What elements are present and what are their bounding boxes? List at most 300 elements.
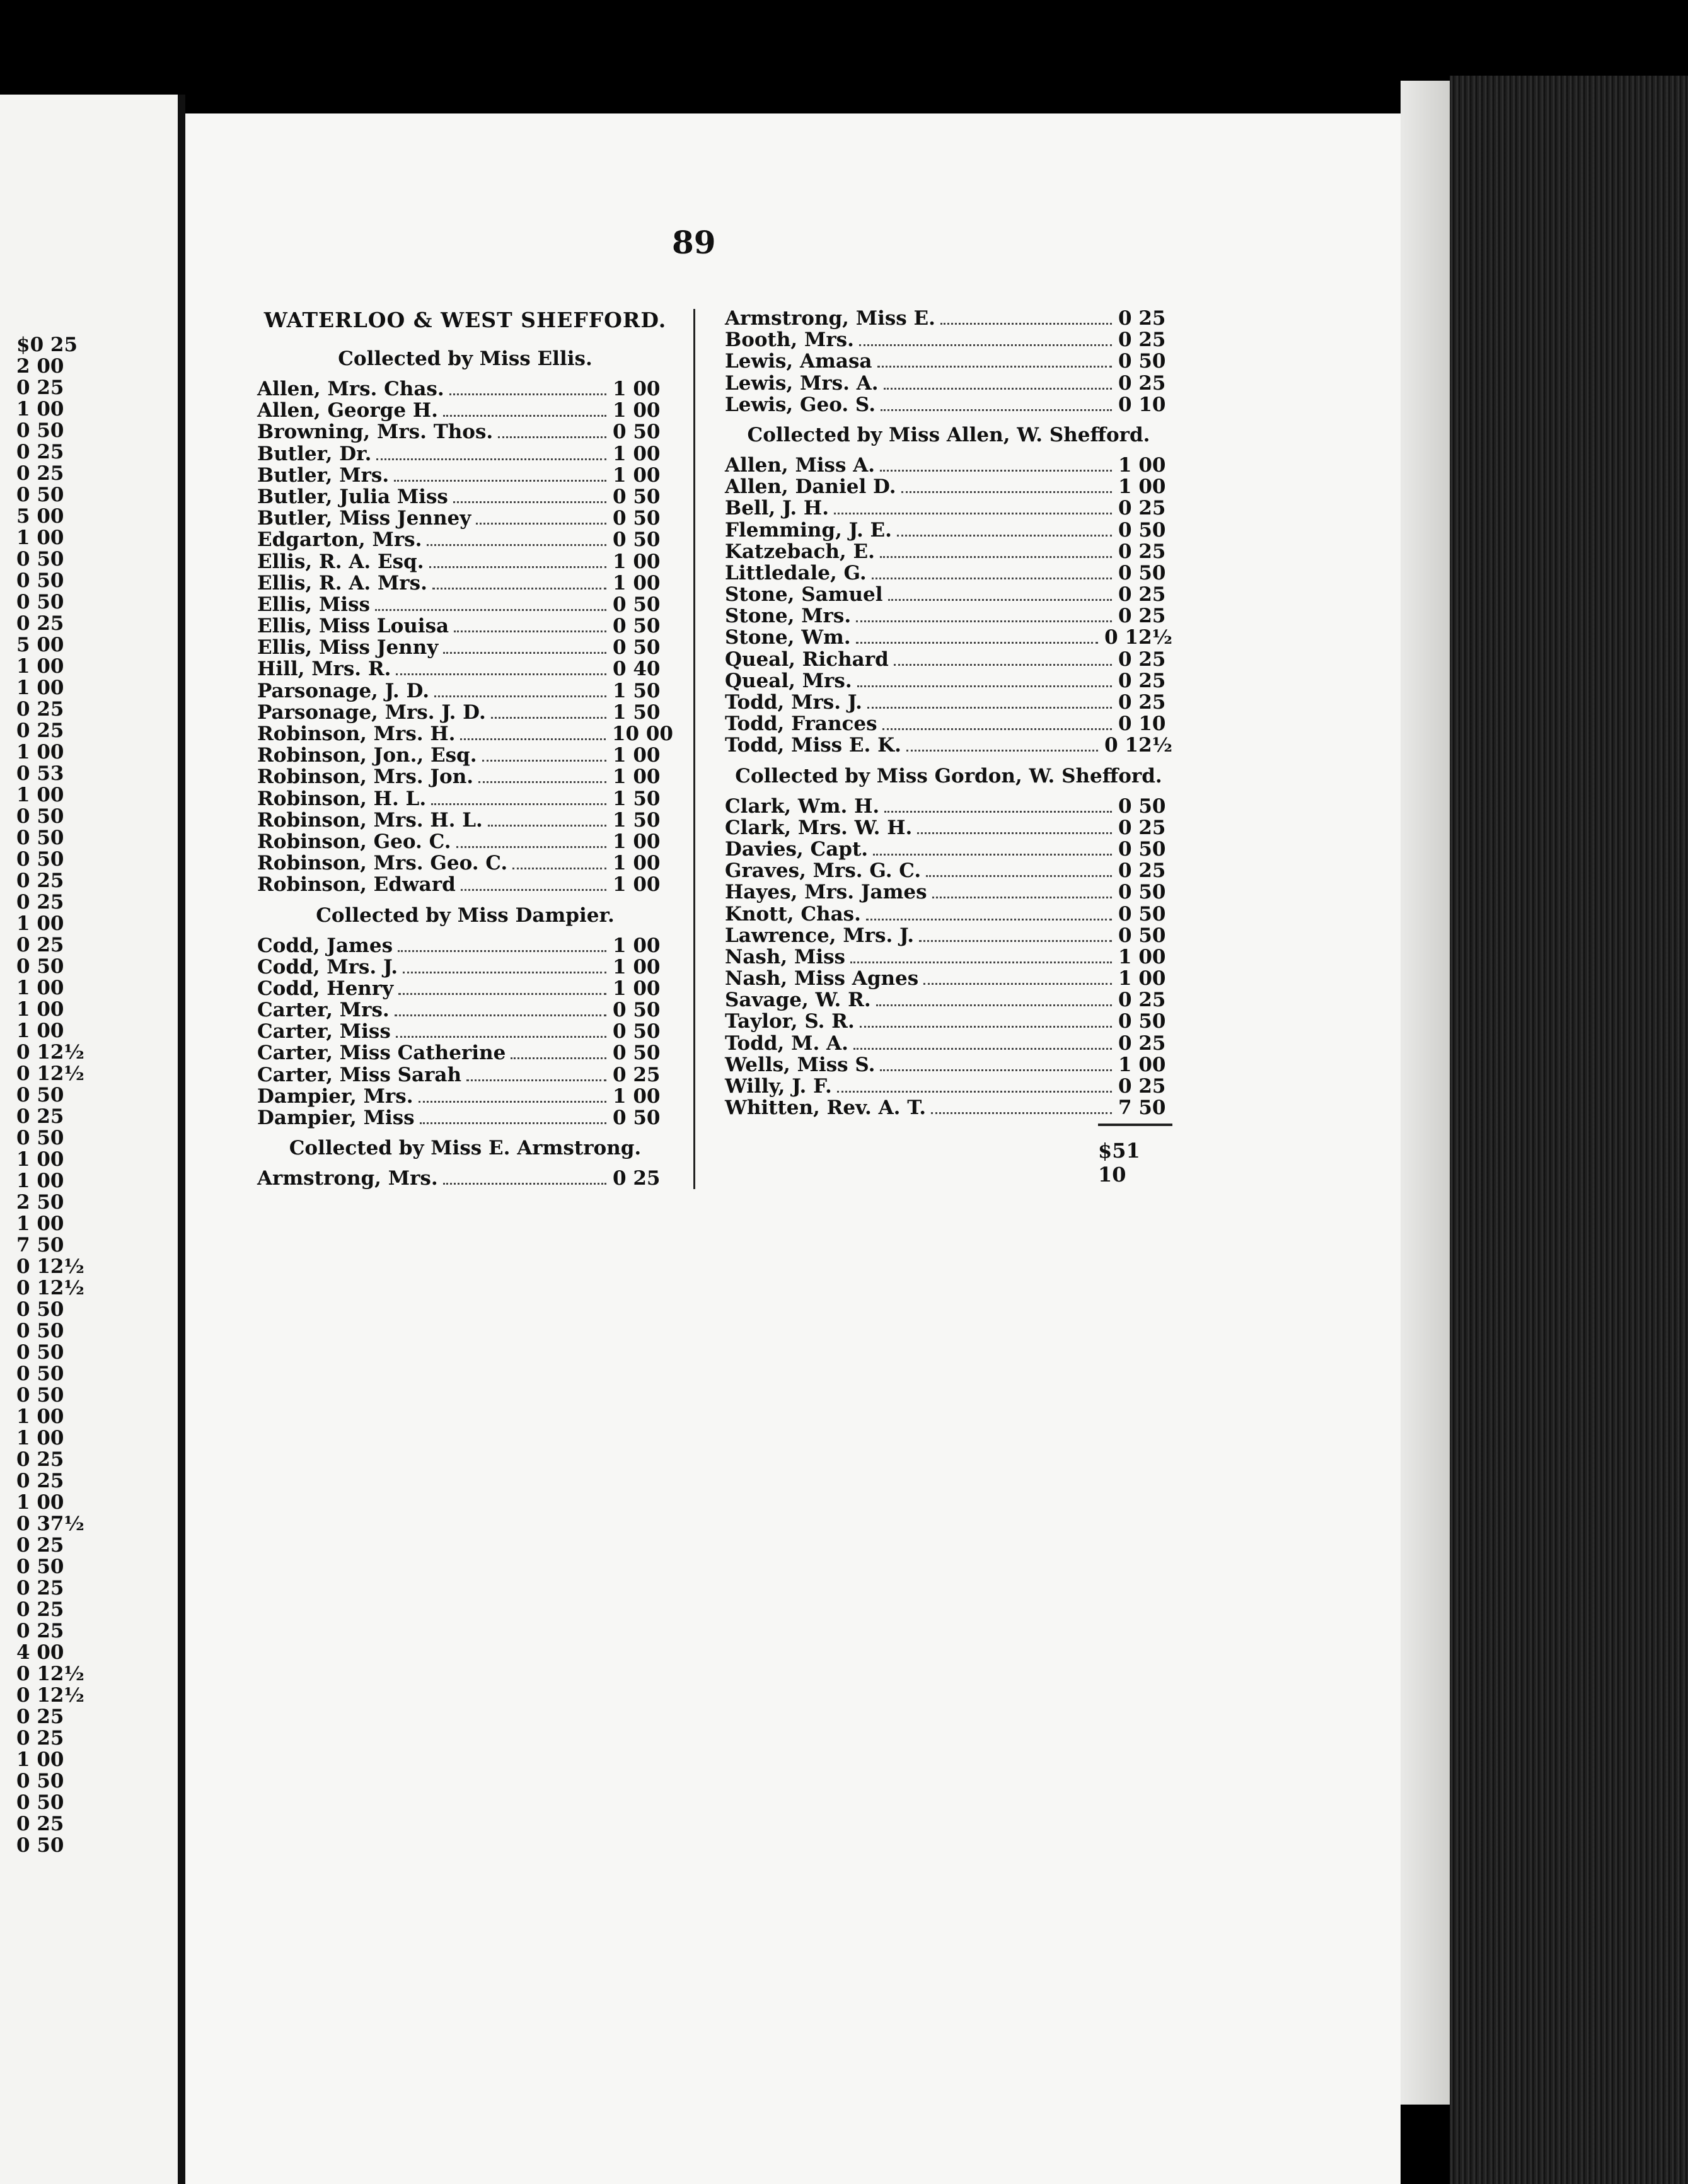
previous-page-amount: 0 12½ — [16, 1041, 84, 1064]
collector-heading: Collected by Miss Dampier. — [316, 903, 615, 927]
dot-leader — [453, 501, 606, 503]
amount: 0 25 — [1118, 648, 1166, 671]
subscriber-name: Robinson, Mrs. Jon. — [257, 765, 474, 789]
left-column — [257, 301, 673, 1189]
list-item — [725, 903, 1172, 925]
subscriber-name: Codd, Mrs. J. — [257, 955, 398, 979]
list-item — [725, 476, 1172, 497]
subscriber-name: Clark, Mrs. W. H. — [725, 816, 913, 839]
previous-page-amount: 0 12½ — [16, 1062, 84, 1085]
previous-page-amount: 0 25 — [16, 441, 64, 463]
amount: 1 00 — [613, 399, 661, 422]
amount: 0 25 — [1118, 497, 1166, 520]
amount: 0 50 — [1118, 518, 1166, 542]
previous-page-amount: 1 00 — [16, 1491, 64, 1514]
subscriber-name: Carter, Miss Sarah — [257, 1063, 462, 1086]
dot-leader — [443, 1183, 606, 1185]
collector-heading: Collected by Miss Allen, W. Shefford. — [747, 423, 1150, 446]
list-item — [257, 702, 673, 723]
previous-page-amount: 0 50 — [16, 848, 64, 871]
previous-page-amount: 0 25 — [16, 1534, 64, 1557]
list-item — [257, 978, 673, 999]
dot-leader — [478, 781, 606, 783]
dot-leader — [894, 664, 1112, 666]
dot-leader — [482, 760, 607, 762]
subscriber-name: Allen, Mrs. Chas. — [257, 378, 444, 400]
previous-page-amount: 0 25 — [16, 376, 64, 399]
previous-page-amount: 1 00 — [16, 677, 64, 699]
subscriber-name: Robinson, Geo. C. — [257, 830, 451, 853]
subscriber-name: Hayes, Mrs. James — [725, 881, 927, 904]
collector-heading: Collected by Miss E. Armstrong. — [289, 1137, 642, 1160]
previous-page-amount: 0 25 — [16, 1598, 64, 1621]
dot-leader — [456, 846, 606, 848]
previous-page-amount: 1 00 — [16, 1019, 64, 1042]
list-item — [257, 810, 673, 831]
list-item — [257, 486, 673, 508]
total-row — [725, 1124, 1172, 1187]
previous-page-amount: 0 25 — [16, 1620, 64, 1642]
dot-leader — [884, 388, 1112, 390]
list-item — [725, 497, 1172, 519]
amount: 0 12½ — [1104, 626, 1172, 649]
dot-leader — [880, 556, 1112, 558]
amount: 0 25 — [613, 1063, 661, 1086]
previous-page-amount: 0 50 — [16, 955, 64, 978]
dot-leader — [454, 630, 606, 632]
dot-leader — [850, 961, 1112, 963]
amount: 1 00 — [613, 830, 661, 853]
amount: 0 25 — [1118, 307, 1166, 330]
column-divider — [693, 309, 695, 1189]
dot-leader — [396, 673, 606, 675]
subscriber-name: Butler, Dr. — [257, 442, 372, 465]
subscriber-name: Flemming, J. E. — [725, 518, 892, 542]
amount: 0 25 — [1118, 1031, 1166, 1055]
previous-page-amount: 1 00 — [16, 741, 64, 764]
previous-page-amount: 2 00 — [16, 355, 64, 378]
amount: 0 50 — [1118, 794, 1166, 818]
previous-page — [0, 95, 178, 2184]
list-item — [257, 1021, 673, 1042]
list-item — [257, 465, 673, 486]
previous-page-amount: 0 50 — [16, 1298, 64, 1321]
dot-leader — [876, 1004, 1112, 1006]
previous-page-amount: 0 50 — [16, 1320, 64, 1342]
dot-leader — [872, 578, 1112, 579]
subscriber-name: Browning, Mrs. Thos. — [257, 421, 494, 444]
subscriber-name: Ellis, R. A. Mrs. — [257, 571, 427, 595]
left-sections — [257, 339, 673, 1189]
dot-leader — [476, 523, 606, 525]
list-item — [725, 1011, 1172, 1032]
subscriber-name: Clark, Wm. H. — [725, 794, 880, 818]
previous-page-amount: 0 50 — [16, 1084, 64, 1107]
amount: 0 50 — [613, 999, 661, 1022]
list-item — [725, 713, 1172, 735]
grand-total: $51 10 — [1098, 1124, 1172, 1187]
amount: 0 10 — [1118, 712, 1166, 736]
dot-leader — [926, 875, 1112, 877]
collector-heading: Collected by Miss Gordon, W. Shefford. — [735, 764, 1162, 787]
amount: 0 25 — [1118, 1075, 1166, 1098]
amount: 1 00 — [1118, 475, 1166, 499]
subscriber-name: Nash, Miss — [725, 945, 845, 968]
amount: 1 00 — [1118, 453, 1166, 477]
previous-page-amount: 0 25 — [16, 719, 64, 742]
dot-leader — [857, 685, 1112, 687]
subscriber-name: Butler, Miss Jenney — [257, 507, 471, 530]
dot-leader — [877, 366, 1113, 368]
list-item — [257, 637, 673, 658]
previous-page-amount: 0 12½ — [16, 1663, 84, 1685]
dot-leader — [901, 491, 1112, 493]
subscriber-name: Butler, Mrs. — [257, 463, 390, 487]
list-item — [257, 421, 673, 443]
subscriber-name: Allen, George H. — [257, 399, 438, 422]
subscriber-name: Graves, Mrs. G. C. — [725, 859, 922, 883]
amount: 1 50 — [613, 808, 661, 832]
list-item — [257, 1107, 673, 1129]
amount: 1 00 — [613, 955, 661, 979]
dot-leader — [919, 940, 1112, 942]
list-item — [257, 745, 673, 766]
list-item — [725, 946, 1172, 968]
subscriber-name: Knott, Chas. — [725, 902, 861, 926]
amount: 0 25 — [1118, 989, 1166, 1012]
list-item — [725, 649, 1172, 670]
subscriber-name: Davies, Capt. — [725, 837, 869, 861]
list-item — [725, 735, 1172, 756]
dot-leader — [860, 1026, 1112, 1028]
amount: 0 40 — [613, 658, 661, 681]
dot-leader — [867, 707, 1112, 709]
list-item — [725, 670, 1172, 692]
amount: 1 00 — [613, 977, 661, 1000]
list-item — [725, 881, 1172, 903]
dot-leader — [856, 620, 1112, 622]
previous-page-amount: 0 50 — [16, 484, 64, 506]
dot-leader — [420, 1122, 606, 1124]
amount: 1 00 — [613, 442, 661, 465]
amount: 1 00 — [1118, 945, 1166, 968]
subscriber-name: Lewis, Amasa — [725, 350, 872, 373]
list-item — [725, 1097, 1172, 1118]
previous-page-amount: 0 25 — [16, 1727, 64, 1750]
amount: 0 50 — [1118, 924, 1166, 947]
subscriber-name: Dampier, Miss — [257, 1107, 415, 1129]
dot-leader — [837, 1091, 1112, 1093]
list-item — [725, 860, 1172, 881]
subscriber-name: Codd, Henry — [257, 977, 394, 1000]
continued-entries — [725, 308, 1172, 415]
dot-leader — [923, 983, 1112, 985]
list-item — [725, 455, 1172, 476]
subscriber-name: Todd, Mrs. J. — [725, 691, 862, 714]
amount: 1 00 — [613, 571, 661, 595]
list-item — [257, 443, 673, 465]
amount: 1 00 — [613, 873, 661, 897]
list-item — [725, 308, 1172, 329]
amount: 0 50 — [1118, 350, 1166, 373]
list-item — [257, 831, 673, 852]
amount: 0 50 — [1118, 561, 1166, 584]
list-item — [257, 788, 673, 810]
right-sections — [725, 415, 1172, 1118]
list-item — [257, 1086, 673, 1107]
subscriber-name: Queal, Richard — [725, 648, 889, 671]
amount: 0 50 — [613, 1042, 661, 1065]
amount: 1 00 — [613, 852, 661, 875]
previous-page-amount: 0 50 — [16, 1127, 64, 1149]
subscriber-name: Codd, James — [257, 934, 393, 957]
dot-leader — [931, 1112, 1112, 1114]
dot-leader — [434, 695, 606, 697]
list-item — [257, 1042, 673, 1064]
list-item — [725, 541, 1172, 562]
subscriber-name: Robinson, H. L. — [257, 787, 427, 810]
dot-leader — [396, 1036, 606, 1038]
previous-page-amount: 0 25 — [16, 869, 64, 892]
subscriber-name: Robinson, Mrs. Geo. C. — [257, 852, 508, 875]
dot-leader — [394, 480, 606, 482]
list-item — [725, 520, 1172, 541]
amount: 0 50 — [613, 421, 661, 444]
amount: 1 00 — [613, 744, 661, 767]
amount: 0 10 — [1118, 393, 1166, 416]
list-item — [257, 615, 673, 637]
subscriber-name: Carter, Miss Catherine — [257, 1042, 506, 1065]
dot-leader — [512, 868, 606, 869]
subscriber-name: Allen, Miss A. — [725, 453, 876, 477]
previous-page-amount: 1 00 — [16, 526, 64, 549]
subscriber-name: Ellis, R. A. Esq. — [257, 550, 424, 573]
previous-page-amount: 7 50 — [16, 1234, 64, 1257]
subscriber-name: Allen, Daniel D. — [725, 475, 896, 499]
amount: 1 00 — [1118, 1053, 1166, 1076]
subscriber-name: Bell, J. H. — [725, 497, 829, 520]
subscriber-name: Dampier, Mrs. — [257, 1084, 413, 1108]
previous-page-amount: 0 50 — [16, 419, 64, 442]
dot-leader — [466, 1079, 606, 1081]
list-item — [257, 874, 673, 895]
amount: 0 25 — [1118, 371, 1166, 395]
amount: 1 00 — [613, 765, 661, 789]
page-stack-edge — [1401, 81, 1450, 2105]
list-item — [257, 572, 673, 594]
dot-leader — [419, 1101, 606, 1103]
previous-page-amount: 1 00 — [16, 977, 64, 999]
amount: 0 50 — [613, 1107, 661, 1129]
list-item — [725, 968, 1172, 989]
amount: 1 00 — [613, 1084, 661, 1108]
list-item — [725, 1054, 1172, 1076]
amount: 1 00 — [1118, 967, 1166, 990]
list-item — [725, 394, 1172, 415]
previous-page-amount: 0 50 — [16, 1834, 64, 1857]
subscriber-name: Queal, Mrs. — [725, 669, 852, 692]
previous-page-amount: 0 25 — [16, 612, 64, 635]
previous-page-amount: 0 25 — [16, 1105, 64, 1128]
amount: 0 50 — [1118, 881, 1166, 904]
list-item — [257, 594, 673, 615]
previous-page-amount: 0 50 — [16, 569, 64, 592]
subscriber-name: Carter, Miss — [257, 1020, 391, 1043]
previous-page-amount: 0 50 — [16, 1770, 64, 1792]
section-heading: WATERLOO & WEST SHEFFORD. — [263, 308, 667, 332]
previous-page-amount: 0 25 — [16, 462, 64, 485]
list-item — [257, 999, 673, 1021]
list-item — [725, 627, 1172, 648]
dot-leader — [429, 566, 606, 568]
dot-leader — [398, 950, 606, 952]
subscriber-name: Booth, Mrs. — [725, 328, 854, 352]
amount: 0 50 — [613, 636, 661, 659]
previous-page-amount: 0 25 — [16, 1813, 64, 1835]
previous-page-amount: 0 50 — [16, 1384, 64, 1407]
dot-leader — [398, 993, 606, 995]
previous-page-amounts — [16, 334, 84, 1857]
list-item — [725, 989, 1172, 1011]
dot-leader — [859, 344, 1112, 346]
amount: 0 50 — [613, 485, 661, 508]
subscriber-name: Ellis, Miss Louisa — [257, 615, 449, 638]
subscriber-name: Stone, Wm. — [725, 626, 851, 649]
list-item — [725, 692, 1172, 713]
book-edge — [1450, 76, 1688, 2184]
subscriber-name: Carter, Mrs. — [257, 999, 390, 1022]
dot-leader — [498, 436, 606, 438]
amount: 0 50 — [1118, 837, 1166, 861]
list-item — [257, 1064, 673, 1086]
list-item — [257, 680, 673, 702]
subscriber-name: Ellis, Miss Jenny — [257, 636, 439, 659]
list-item — [725, 584, 1172, 605]
previous-page-amount: 0 50 — [16, 827, 64, 849]
dot-leader — [873, 854, 1112, 856]
previous-page-amount: 1 00 — [16, 398, 64, 421]
subscriber-name: Nash, Miss Agnes — [725, 967, 919, 990]
subscriber-name: Edgarton, Mrs. — [257, 528, 422, 552]
subscriber-name: Armstrong, Mrs. — [257, 1167, 438, 1190]
amount: 0 50 — [613, 1020, 661, 1043]
previous-page-amount: 1 00 — [16, 784, 64, 806]
list-item — [725, 817, 1172, 839]
amount: 0 25 — [1118, 691, 1166, 714]
dot-leader — [443, 652, 606, 654]
previous-page-amount: 0 25 — [16, 934, 64, 956]
previous-page-amount: 0 25 — [16, 891, 64, 914]
dot-leader — [461, 889, 606, 891]
amount: 0 12½ — [1104, 734, 1172, 757]
previous-page-amount: 2 50 — [16, 1191, 64, 1214]
previous-page-amount: $0 25 — [16, 334, 78, 356]
dot-leader — [881, 409, 1112, 411]
dot-leader — [834, 513, 1112, 514]
subscriber-name: Ellis, Miss — [257, 593, 370, 616]
list-item — [725, 1033, 1172, 1054]
list-item — [725, 562, 1172, 584]
previous-page-amount: 1 00 — [16, 912, 64, 935]
list-item — [725, 329, 1172, 351]
dot-leader — [449, 393, 606, 395]
previous-page-amount: 1 00 — [16, 1212, 64, 1235]
list-item — [725, 1076, 1172, 1097]
dot-leader — [488, 825, 606, 827]
previous-page-amount: 1 00 — [16, 998, 64, 1021]
list-item — [257, 551, 673, 572]
amount: 1 00 — [613, 463, 661, 487]
subscriber-name: Whitten, Rev. A. T. — [725, 1096, 927, 1120]
dot-leader — [432, 588, 606, 590]
list-item — [257, 852, 673, 874]
collector-heading: Collected by Miss Ellis. — [338, 347, 593, 370]
amount: 1 50 — [613, 679, 661, 702]
amount: 0 50 — [613, 507, 661, 530]
amount: 1 50 — [613, 700, 661, 724]
subscriber-name: Lewis, Geo. S. — [725, 393, 876, 416]
subscriber-name: Robinson, Mrs. H. — [257, 723, 456, 745]
previous-page-amount: 0 50 — [16, 591, 64, 613]
dot-leader — [491, 717, 606, 719]
previous-page-amount: 1 00 — [16, 1748, 64, 1771]
dot-leader — [932, 897, 1112, 898]
previous-page-amount: 1 00 — [16, 1427, 64, 1449]
dot-leader — [880, 470, 1112, 472]
amount: 0 25 — [613, 1167, 661, 1190]
previous-page-amount: 0 25 — [16, 1470, 64, 1492]
dot-leader — [888, 599, 1112, 601]
previous-page-amount: 0 25 — [16, 1448, 64, 1471]
dot-leader — [897, 535, 1112, 537]
previous-page-amount: 0 50 — [16, 1791, 64, 1814]
dot-leader — [376, 458, 606, 460]
list-item — [257, 400, 673, 421]
subscriber-name: Taylor, S. R. — [725, 1010, 855, 1033]
dot-leader — [880, 1069, 1112, 1071]
subscriber-name: Robinson, Edward — [257, 873, 456, 897]
previous-page-amount: 0 25 — [16, 698, 64, 721]
list-item — [725, 605, 1172, 627]
amount: 0 50 — [1118, 902, 1166, 926]
previous-page-amount: 4 00 — [16, 1641, 64, 1664]
list-item — [257, 378, 673, 400]
subscriber-name: Parsonage, J. D. — [257, 679, 430, 702]
previous-page-amount: 1 00 — [16, 655, 64, 678]
subscriber-name: Hill, Mrs. R. — [257, 658, 391, 681]
amount: 0 25 — [1118, 328, 1166, 352]
dot-leader — [866, 919, 1112, 921]
subscriber-name: Willy, J. F. — [725, 1075, 832, 1098]
amount: 1 00 — [613, 550, 661, 573]
previous-page-amount: 0 50 — [16, 1555, 64, 1578]
subscriber-name: Robinson, Mrs. H. L. — [257, 808, 483, 832]
amount: 0 25 — [1118, 605, 1166, 628]
previous-page-amount: 1 00 — [16, 1405, 64, 1428]
dot-leader — [906, 750, 1098, 752]
previous-page-amount: 0 25 — [16, 1577, 64, 1600]
list-item — [725, 839, 1172, 860]
dot-leader — [460, 738, 605, 740]
amount: 7 50 — [1118, 1096, 1166, 1120]
list-item — [257, 658, 673, 680]
book-gutter — [178, 95, 185, 2184]
list-item — [725, 796, 1172, 817]
subscriber-name: Savage, W. R. — [725, 989, 871, 1012]
previous-page-amount: 0 50 — [16, 1341, 64, 1364]
dot-leader — [853, 1048, 1112, 1050]
subscriber-name: Katzebach, E. — [725, 540, 875, 563]
